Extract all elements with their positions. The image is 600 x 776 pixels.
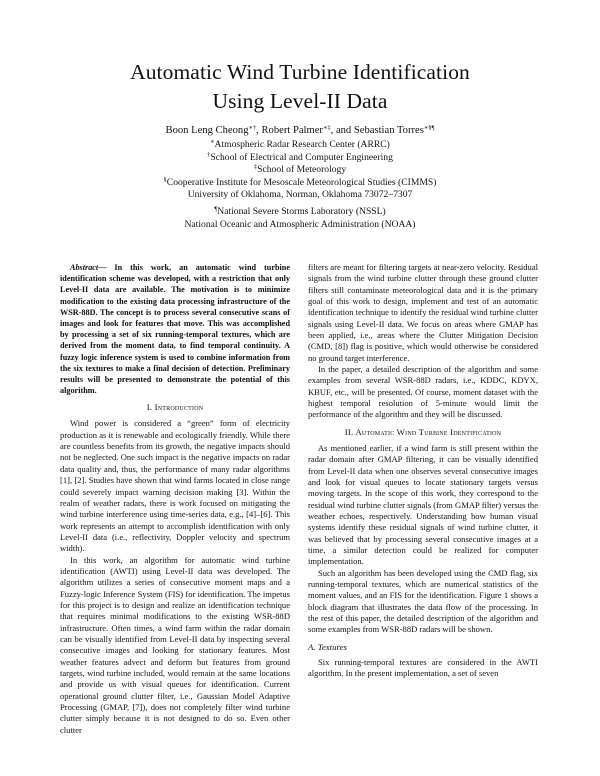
title-line-1: Automatic Wind Turbine Identification	[130, 60, 470, 84]
author-name: Sebastian Torres	[353, 125, 424, 136]
paragraph: Wind power is considered a “green” form of electricity production as it is renewable and ecologically friendly. While there are countless benefits from its growth, the negative impacts should not be neglected. One such impact is the negative impacts on radar data quality and, thus, the performance of many radar algorithms [1], [2]. Studies have shown that wind farms located in close range could severely impact warning decision making [3]. Within the realm of weather radars, there is work focused on mitigating the wind turbine interference using time-series data, e.g., [4]–[6]. This work represents an attempt to accomplish identification with only Level-II data (i.e., reflectivity, Doppler velocity and spectrum width).	[60, 418, 290, 554]
abstract-text: — In this work, an automatic wind turbine identification scheme was developed, with a restriction that only Level-II data are available. The motivation is to minimize modification to the existing data processing infrastructure of the WSR-88D. The concept is to process several consecutive scans of images and look for features that move. This was accomplished by processing a set of six running-temporal textures, which are derived from the moment data, to find temporal continuity. A fuzzy logic inference system is used to combine information from the six textures to make a final decision of detection. Preliminary results will be presented to demonstrate the potential of this algorithm.	[60, 263, 290, 396]
subsection-heading-textures: A. Textures	[308, 641, 347, 652]
section-heading-introduction: I. Introduction	[146, 402, 204, 413]
author-name: Robert Palmer	[261, 125, 323, 136]
affiliation-block	[40, 139, 560, 202]
right-column	[308, 262, 538, 680]
paper-title	[40, 58, 560, 116]
paragraph: Six running-temporal textures are considered in the AWTI algorithm. In the present implementation, a set of seven	[308, 657, 538, 679]
left-column	[60, 262, 290, 736]
affiliation-ece: †School of Electrical and Computer Engineering	[207, 151, 393, 163]
affiliation-block-nssl	[40, 206, 560, 231]
author-name: Boon Leng Cheong	[165, 125, 249, 136]
affiliation-arrc: ∗Atmospheric Radar Research Center (ARRC)	[210, 138, 390, 150]
paragraph: filters are meant for filtering targets at near-zero velocity. Residual signals from the wind turbine clutter through these ground clutter filters still contaminate meteorological data and it is the primary goal of this work to design, implement and test of an automatic identification technique to identify the residual wind turbine clutter signals using Level-II data. We focus on areas where GMAP has been applied, i.e., areas where the Clutter Mitigation Decision (CMD, [8]) flag is positive, which would otherwise be considered no ground target interference.	[308, 262, 538, 363]
paragraph: In this work, an algorithm for automatic wind turbine identification (AWTI) using Level-II data was developed. The algorithm utilizes a series of consecutive moment maps and a Fuzzy-logic Inference System (FIS) for identification. The impetus for this project is to design and realize an identification technique that requires minimal modifications to the existing WSR-88D infrastructure. Often times, a wind farm within the radar domain can be visually identified from Level-II data by inspecting several consecutive images and looking for stationary features. Most weather features advect and deform but features from ground targets, wind turbine included, would remain at the same locations and provide us with visual queues for identification. Current operational ground clutter filter, i.e., Gaussian Model Adaptive Processing (GMAP, [7]), does not completely filter wind turbine clutter simply because it is not designed to do so. Even other clutter	[60, 554, 290, 735]
affiliation-cimms: §Cooperative Institute for Mesoscale Meteorological Studies (CIMMS)	[163, 176, 437, 188]
section-heading-awti: II. Automatic Wind Turbine Identification	[344, 426, 502, 437]
affiliation-noaa: National Oceanic and Atmospheric Administration (NOAA)	[184, 218, 416, 230]
abstract-label: Abstract	[70, 263, 99, 272]
author-list: Boon Leng Cheong∗†, Robert Palmer∗‡, and Sebastian Torres∗§¶	[165, 124, 435, 136]
author-affil-marks: ∗‡	[322, 124, 331, 132]
author-affil-marks: ∗†	[248, 124, 257, 132]
author-affil-marks: ∗§¶	[423, 124, 435, 132]
paragraph: In the paper, a detailed description of the algorithm and some examples from several WSR-88D radars, i.e., KDDC, KDYX, KBUF, etc., will be presented. Of course, moment dataset with the highest temporal resolution of 5-minute would limit the performance of the algorithm and they will be discussed.	[308, 364, 538, 420]
paragraph: As mentioned earlier, if a wind farm is still present within the radar domain after GMAP filtering, it can be visually identified from Level-II data when one observes several consecutive images and look for visual queues to locate stationary targets versus moving targets. In the scope of this work, they correspond to the residual wind turbine clutter signals (from GMAP filter) versus the weather echoes, respectively. Understanding how human visual systems identify these residual signals of wind turbine clutter, it was believed that by processing several consecutive images at a time, a similar detection could be realized for computer implementation.	[308, 442, 538, 567]
abstract	[60, 262, 290, 396]
affiliation-nssl: ¶National Severe Storms Laboratory (NSSL)	[214, 205, 386, 217]
paragraph: Such an algorithm has been developed using the CMD flag, six running-temporal textures, which are numerical statistics of the moment values, and an FIS for the identification. Figure 1 shows a block diagram that illustrates the data flow of the processing. In the rest of this paper, the detailed description of the algorithm and some examples from WSR-88D radars will be shown.	[308, 567, 538, 635]
title-line-2: Using Level-II Data	[212, 89, 388, 113]
affiliation-university: University of Oklahoma, Norman, Oklahoma 73072–7307	[187, 189, 413, 201]
affiliation-meteorology: ‡School of Meteorology	[253, 163, 347, 176]
